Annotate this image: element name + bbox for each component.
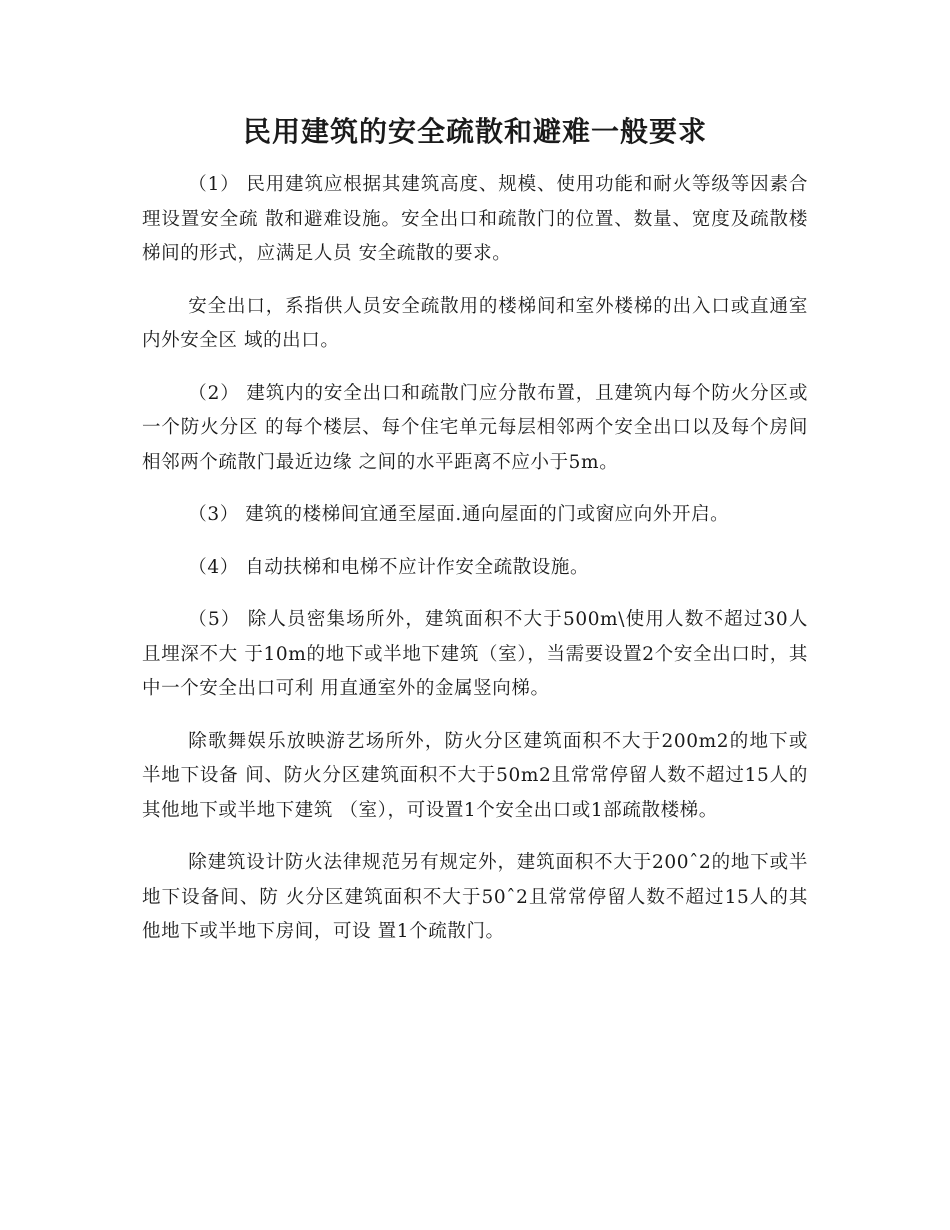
paragraph-2: 安全出口，系指供人员安全疏散用的楼梯间和室外楼梯的出入口或直通室内外安全区 域的出口。 [142, 295, 808, 351]
paragraph-6: （5） 除人员密集场所外，建筑面积不大于500m\使用人数不超过30人且埋深不大 于10m的地下或半地下建筑（室），当需要设置2个安全出口时，其中一个安全出口可利 用直通室外的金属竖向梯。 [142, 609, 808, 699]
paragraph-4: （3） 建筑的楼梯间宜通至屋面.通向屋面的门或窗应向外开启。 [188, 504, 730, 525]
paragraph-3: （2） 建筑内的安全出口和疏散门应分散布置，且建筑内每个防火分区或一个防火分区 的每个楼层、每个住宅单元每层相邻两个安全出口以及每个房间相邻两个疏散门最近边缘 之间的水平距离不应小于5m。 [142, 382, 808, 473]
paragraph-7: 除歌舞娱乐放映游艺场所外，防火分区建筑面积不大于200m2的地下或半地下设备 间、防火分区建筑面积不大于50m2且常常停留人数不超过15人的其他地下或半地下建筑 （室），可设置1个安全出口或1部疏散楼梯。 [142, 730, 808, 821]
paragraph-1: （1） 民用建筑应根据其建筑高度、规模、使用功能和耐火等级等因素合理设置安全疏 散和避难设施。安全出口和疏散门的位置、数量、宽度及疏散楼梯间的形式，应满足人员 安全疏散的要求。 [142, 174, 808, 264]
paragraph-8: 除建筑设计防火法律规范另有规定外，建筑面积不大于200ˆ2的地下或半地下设备间、防 火分区建筑面积不大于50ˆ2且常常停留人数不超过15人的其他地下或半地下房间，可设 置1个疏散门。 [142, 852, 808, 942]
paragraph-5: （4） 自动扶梯和电梯不应计作安全疏散设施。 [188, 556, 590, 578]
document-title: 民用建筑的安全疏散和避难一般要求 [242, 115, 707, 148]
document-body [142, 168, 808, 950]
